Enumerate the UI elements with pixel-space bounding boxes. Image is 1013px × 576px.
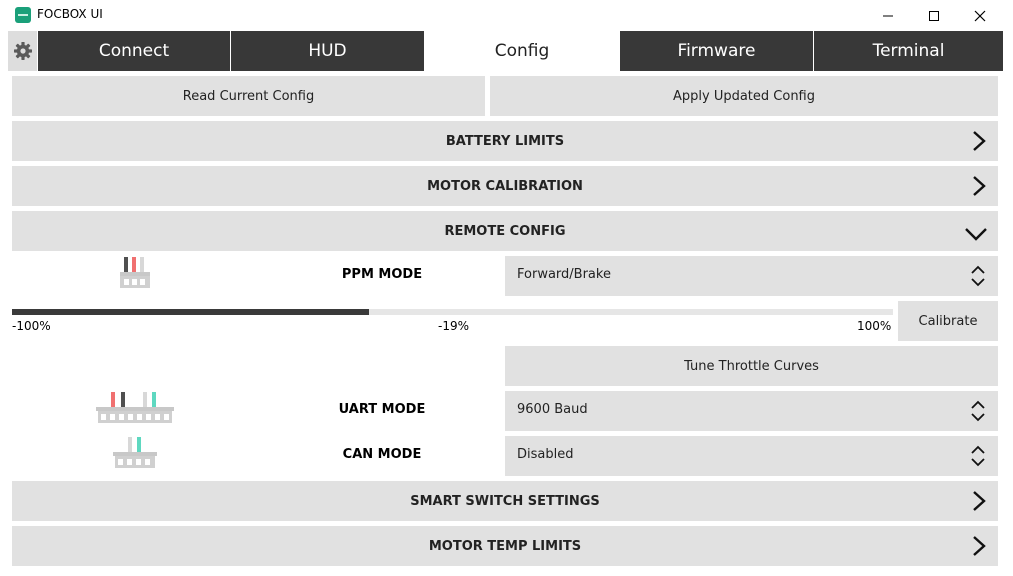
close-button[interactable]: [957, 0, 1003, 31]
remote-config-section[interactable]: [12, 211, 998, 251]
minimize-icon: [882, 10, 894, 22]
ppm-mode-select[interactable]: [505, 256, 998, 296]
minimize-button[interactable]: [865, 0, 911, 31]
section-title: MOTOR TEMP LIMITS: [428, 538, 582, 554]
gear-icon: [13, 41, 33, 61]
uart-mode-select[interactable]: [505, 391, 998, 431]
section-title: BATTERY LIMITS: [445, 133, 565, 149]
updown-arrows-icon: [970, 399, 986, 423]
can-mode-label: CAN MODE: [342, 447, 422, 462]
tab-connect[interactable]: Connect: [38, 31, 230, 71]
can-mode-value: Disabled: [517, 447, 574, 462]
ppm-mode-value: Forward/Brake: [517, 267, 611, 282]
calibrate-button[interactable]: Calibrate: [898, 301, 998, 341]
throttle-slider-fill: [12, 309, 369, 315]
maximize-icon: [928, 10, 940, 22]
battery-limits-section[interactable]: [12, 121, 998, 161]
tab-config[interactable]: Config: [425, 31, 619, 71]
tab-bar: [8, 31, 1003, 71]
chevron-right-icon: [970, 489, 988, 513]
slider-value-label: -19%: [438, 319, 470, 333]
uart-connector-icon: [95, 391, 175, 424]
chevron-down-icon: [964, 223, 988, 247]
maximize-button[interactable]: [911, 0, 957, 31]
motor-calibration-section[interactable]: [12, 166, 998, 206]
slider-min-label: -100%: [12, 319, 51, 333]
read-config-button[interactable]: Read Current Config: [12, 76, 485, 116]
ppm-mode-label: PPM MODE: [341, 267, 423, 282]
updown-arrows-icon: [970, 444, 986, 468]
tune-throttle-curves-button[interactable]: Tune Throttle Curves: [505, 346, 998, 386]
updown-arrows-icon: [970, 264, 986, 288]
section-title: MOTOR CALIBRATION: [427, 178, 583, 194]
apply-config-button[interactable]: Apply Updated Config: [490, 76, 998, 116]
section-title: SMART SWITCH SETTINGS: [410, 493, 600, 509]
chevron-right-icon: [970, 129, 988, 153]
left-edge: [0, 31, 8, 576]
slider-max-label: 100%: [857, 319, 892, 333]
uart-mode-value: 9600 Baud: [517, 402, 588, 417]
ppm-connector-icon: [117, 256, 153, 289]
title-bar: [0, 0, 1013, 31]
tab-hud[interactable]: HUD: [231, 31, 424, 71]
window-title: FOCBOX UI: [37, 7, 103, 21]
can-mode-select[interactable]: [505, 436, 998, 476]
chevron-right-icon: [970, 534, 988, 558]
close-icon: [974, 10, 986, 22]
tab-terminal[interactable]: Terminal: [814, 31, 1003, 71]
can-connector-icon: [112, 436, 158, 469]
uart-mode-label: UART MODE: [338, 402, 426, 417]
tab-firmware[interactable]: Firmware: [620, 31, 813, 71]
app-logo-icon: [15, 7, 31, 23]
smart-switch-section[interactable]: [12, 481, 998, 521]
chevron-right-icon: [970, 174, 988, 198]
settings-button[interactable]: [8, 31, 37, 71]
throttle-slider[interactable]: [12, 309, 893, 315]
motor-temp-section[interactable]: [12, 526, 998, 566]
section-title: REMOTE CONFIG: [444, 223, 566, 239]
